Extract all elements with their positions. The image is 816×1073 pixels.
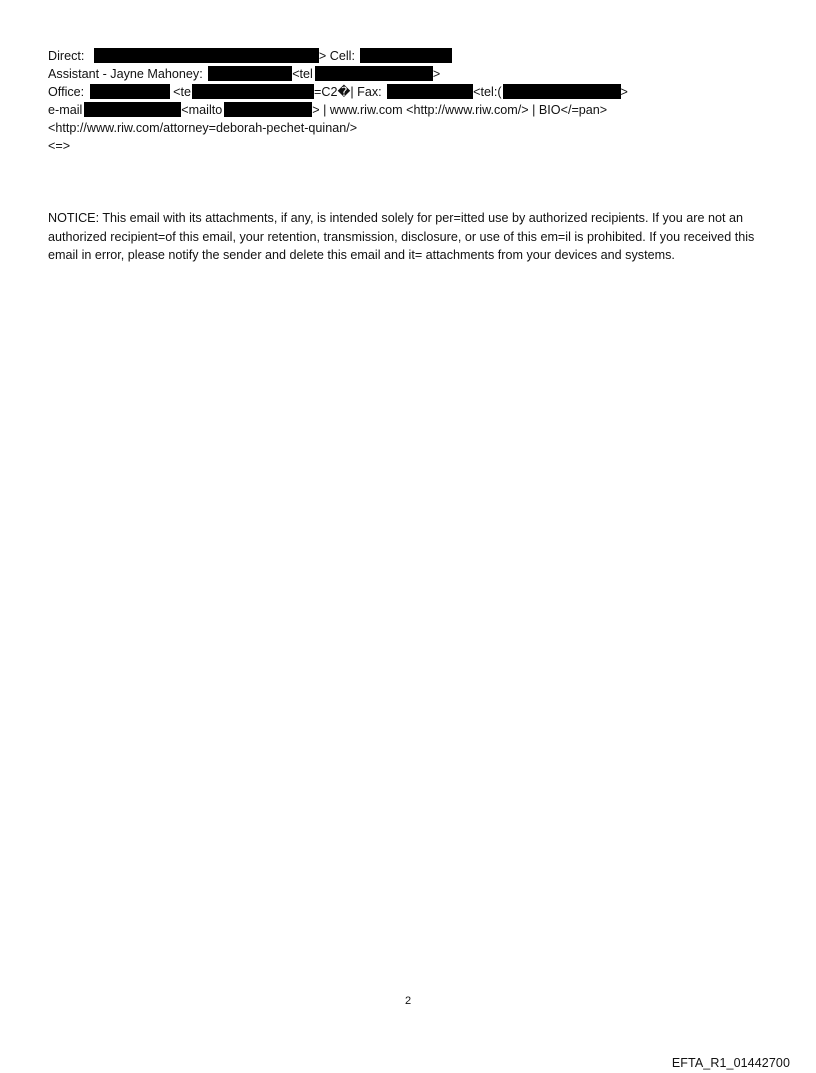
redaction-bar <box>224 102 312 117</box>
assistant-line <box>48 65 768 83</box>
fax-tel-text: <tel:( <box>473 85 502 99</box>
assistant-tel-close: > <box>432 67 441 81</box>
cell-label: > Cell: <box>318 49 355 63</box>
page-number: 2 <box>404 995 412 1007</box>
redaction-bar <box>94 48 319 63</box>
mailto-text: <mailto <box>181 103 223 117</box>
redaction-bar <box>192 84 314 99</box>
office-label: Office: <box>48 85 85 99</box>
redaction-bar <box>84 102 181 117</box>
fax-tel-close: > <box>620 85 628 99</box>
office-line <box>48 83 768 101</box>
redaction-bar <box>208 66 292 81</box>
empty-link: <=> <box>48 139 71 153</box>
redaction-bar <box>387 84 473 99</box>
email-line <box>48 101 768 119</box>
redaction-bar <box>315 66 433 81</box>
email-label: e-mail <box>48 103 83 117</box>
office-mid-text: =C2�| Fax: <box>314 85 382 99</box>
assistant-label: Assistant - Jayne Mahoney: <box>48 67 203 81</box>
redaction-bar <box>360 48 452 63</box>
direct-label: Direct: <box>48 49 85 63</box>
document-id: EFTA_R1_01442700 <box>671 1056 790 1070</box>
direct-line <box>48 47 768 65</box>
email-signature-block <box>48 47 768 155</box>
assistant-tel-text: <tel <box>292 67 313 81</box>
redaction-bar <box>503 84 621 99</box>
attorney-bio-link: <http://www.riw.com/attorney=deborah-pechet-quinan/> <box>48 121 358 135</box>
redaction-bar <box>90 84 170 99</box>
confidentiality-notice: NOTICE: This email with its attachments, if any, is intended solely for per=itted use by authorized recipients. If you are not an authorized recipient=of this email, your retention, transmission, disclosure, or use of this em=il is prohibited. If you received this email in error, please notify the sender and delete this email and it= attachments from your devices and systems. <box>48 211 755 263</box>
office-tel-text: <te <box>173 85 192 99</box>
website-links: > | www.riw.com <http://www.riw.com/> | BIO</=pan> <box>312 103 608 117</box>
